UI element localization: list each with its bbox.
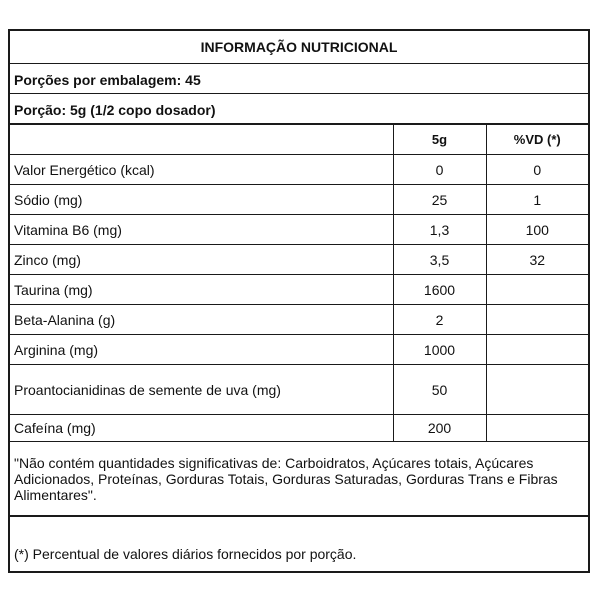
table-row xyxy=(10,365,588,415)
nutrient-daily-value: 0 xyxy=(486,155,588,185)
nutrient-daily-value: 32 xyxy=(486,245,588,275)
nutrition-facts-panel xyxy=(8,29,590,573)
nutrient-daily-value xyxy=(486,305,588,335)
nutrition-table xyxy=(10,125,588,442)
nutrient-daily-value xyxy=(486,275,588,305)
nutrient-name: Vitamina B6 (mg) xyxy=(10,215,393,245)
table-row xyxy=(10,185,588,215)
nutrient-name: Sódio (mg) xyxy=(10,185,393,215)
header-amount: 5g xyxy=(393,125,486,155)
nutrient-name: Arginina (mg) xyxy=(10,335,393,365)
nutrient-amount: 50 xyxy=(393,365,486,415)
nutrient-amount: 25 xyxy=(393,185,486,215)
table-row xyxy=(10,275,588,305)
nutrient-amount: 200 xyxy=(393,415,486,442)
nutrient-name: Proantocianidinas de semente de uva (mg) xyxy=(10,365,393,415)
panel-title: INFORMAÇÃO NUTRICIONAL xyxy=(10,31,588,64)
table-row xyxy=(10,415,588,442)
nutrient-amount: 3,5 xyxy=(393,245,486,275)
nutrient-daily-value: 1 xyxy=(486,185,588,215)
table-row xyxy=(10,335,588,365)
nutrient-amount: 2 xyxy=(393,305,486,335)
nutrient-daily-value xyxy=(486,365,588,415)
divider xyxy=(10,515,588,517)
table-row xyxy=(10,245,588,275)
nutrient-daily-value: 100 xyxy=(486,215,588,245)
nutrient-daily-value xyxy=(486,335,588,365)
daily-value-footnote: (*) Percentual de valores diários fornecidos por porção. xyxy=(14,546,357,562)
nutrient-amount: 1600 xyxy=(393,275,486,305)
table-header-row xyxy=(10,125,588,155)
not-significant-note: "Não contém quantidades significativas de: Carboidratos, Açúcares totais, Açúcares Adicionados, Proteínas, Gorduras Totais, Gorduras Saturadas, Gorduras Trans e Fibras Alimentares". xyxy=(14,455,558,503)
header-nutrient xyxy=(10,125,393,155)
header-daily-value: %VD (*) xyxy=(486,125,588,155)
table-row xyxy=(10,215,588,245)
nutrient-name: Zinco (mg) xyxy=(10,245,393,275)
nutrient-amount: 0 xyxy=(393,155,486,185)
nutrient-name: Beta-Alanina (g) xyxy=(10,305,393,335)
nutrient-amount: 1000 xyxy=(393,335,486,365)
nutrient-daily-value xyxy=(486,415,588,442)
servings-per-package: Porções por embalagem: 45 xyxy=(10,64,588,94)
serving-size: Porção: 5g (1/2 copo dosador) xyxy=(10,94,588,125)
nutrient-name: Cafeína (mg) xyxy=(10,415,393,442)
table-row xyxy=(10,305,588,335)
nutrient-name: Taurina (mg) xyxy=(10,275,393,305)
nutrient-amount: 1,3 xyxy=(393,215,486,245)
table-row xyxy=(10,155,588,185)
nutrient-name: Valor Energético (kcal) xyxy=(10,155,393,185)
